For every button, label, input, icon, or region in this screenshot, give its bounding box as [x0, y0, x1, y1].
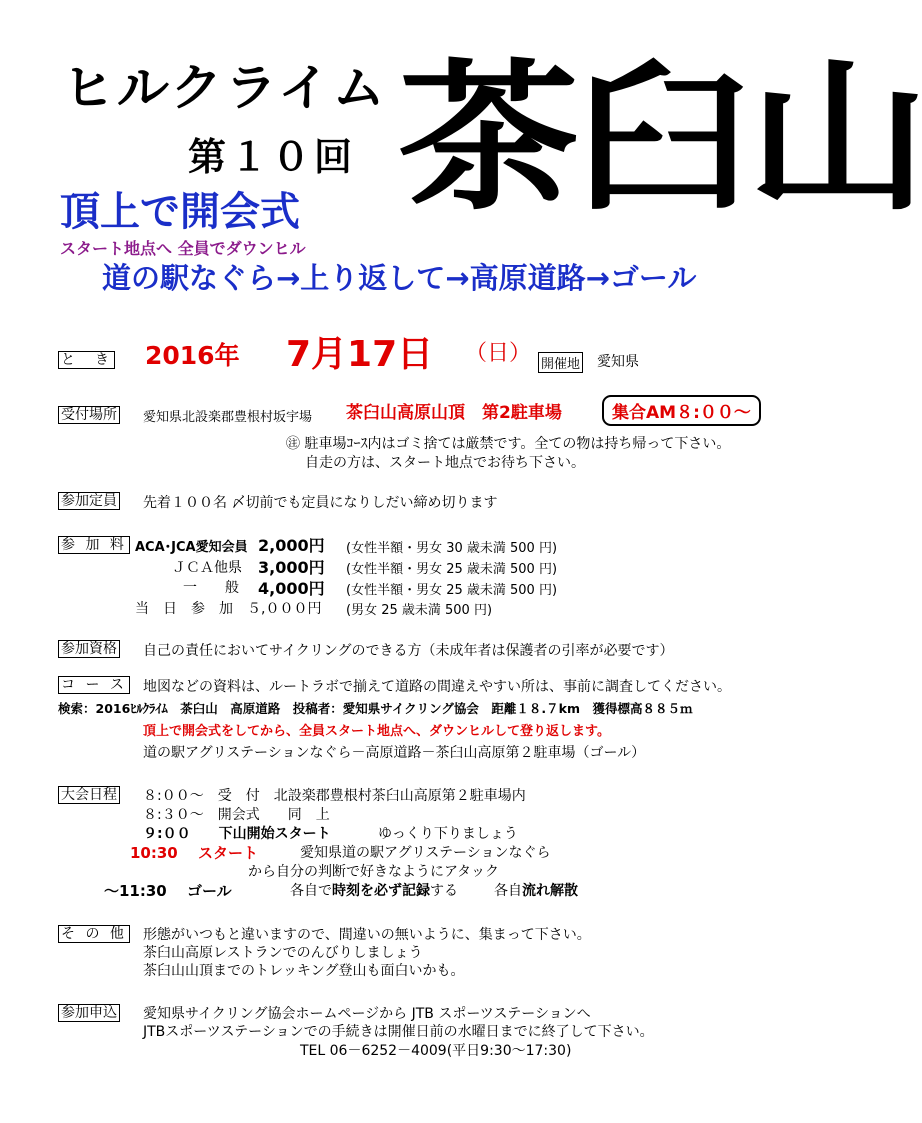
venue-label: 開催地 [538, 352, 583, 373]
schedule-line-3: ９:００ 下山開始スタート [143, 826, 331, 842]
mountain-title: 茶臼山 [398, 45, 922, 233]
apply-line-1: 愛知県サイクリング協会ホームページから JTB スポーツステーションへ [143, 1006, 591, 1022]
schedule-dismissal-prefix: 各自 [494, 883, 522, 899]
fee-row-name: ACA･JCA愛知会員 [135, 540, 248, 555]
date-weekday: （日） [465, 341, 532, 366]
schedule-note-suffix: する [430, 883, 458, 899]
schedule-dismissal-bold: 流れ解散 [522, 883, 578, 899]
schedule-dismissal [494, 880, 578, 900]
qualification-text: 自己の責任においてサイクリングのできる方（未成年者は保護者の引率が必要です） [143, 643, 674, 659]
date-year: 2016年 [145, 341, 240, 370]
course-search: 検索：2016ﾋﾙｸﾗｲﾑ 茶臼山 高原道路 投稿者：愛知県サイクリング協会 距離１８.７km 獲得標高８８５ｍ [58, 701, 693, 716]
qualification-label: 参加資格 [58, 640, 120, 658]
fee-row-price: 3,000円 [258, 558, 325, 577]
fee-row-note: (女性半額・男女 25 歳未満 500 円) [346, 562, 558, 577]
fee-row-price: 2,000円 [258, 536, 325, 555]
other-label: そ の 他 [58, 925, 130, 943]
schedule-line-5: から自分の判断で好きなようにアタック [248, 864, 500, 880]
schedule-line-2: ８:３０～ 開会式 同 上 [143, 807, 330, 823]
reception-place: 茶臼山高原山頂 第2駐車場 [346, 403, 562, 423]
opening-ceremony-heading: 頂上で開会式 [60, 189, 300, 235]
date-month-day: 7月17日 [286, 334, 434, 375]
fee-row-price: 4,000円 [258, 579, 325, 598]
fee-row-note: (女性半額・男女 25 歳未満 500 円) [346, 583, 558, 598]
apply-tel: TEL 06－6252－4009(平日9:30～17:30) [300, 1043, 572, 1059]
hill-climb-title: ヒルクライム [62, 59, 387, 117]
schedule-label: 大会日程 [58, 786, 120, 804]
capacity-label: 参加定員 [58, 492, 120, 510]
venue-value: 愛知県 [597, 354, 639, 370]
fee-sameday-note: (男女 25 歳未満 500 円) [346, 603, 493, 618]
schedule-note-prefix: 各自で [290, 883, 332, 899]
reception-label: 受付場所 [58, 406, 120, 424]
meeting-time-badge: 集合AM８:００～ [602, 395, 761, 426]
fee-row-note: (女性半額・男女 30 歳未満 500 円) [346, 541, 558, 556]
course-text: 地図などの資料は、ルートラボで揃えて道路の間違えやすい所は、事前に調査してください。 [143, 679, 731, 695]
apply-line-2: JTBスポーツステーションでの手続きは開催日前の水曜日までに終了して下さい。 [143, 1024, 654, 1040]
reception-address: 愛知県北設楽郡豊根村坂宇場 [143, 410, 313, 425]
schedule-line-4: 10:30 スタート [130, 844, 258, 862]
schedule-line-6-note [290, 880, 458, 900]
schedule-line-4-note: 愛知県道の駅アグリステーションなぐら [300, 845, 551, 861]
schedule-record-time: 時刻を必ず記録 [332, 883, 430, 899]
other-line-3: 茶臼山山頂までのトレッキング登山も面白いかも。 [143, 963, 465, 979]
start-note: スタート地点へ 全員でダウンヒル [60, 239, 306, 258]
fee-row-name: 一 般 [183, 580, 239, 596]
course-route-detail: 道の駅アグリステーションなぐら－高原道路－茶臼山高原第２駐車場（ゴール） [143, 745, 646, 761]
apply-label: 参加申込 [58, 1004, 120, 1022]
schedule-line-1: ８:００～ 受 付 北設楽郡豊根村茶臼山高原第２駐車場内 [143, 788, 526, 804]
date-label: と き [58, 351, 115, 369]
schedule-line-6: ～11:30 ゴール [104, 882, 232, 900]
fee-label: 参 加 料 [58, 536, 130, 554]
schedule-line-3-note: ゆっくり下りましょう [378, 826, 518, 842]
fee-row-name: ＪＣＡ他県 [172, 560, 242, 576]
course-label: コ ー ス [58, 676, 130, 694]
course-red-note: 頂上で開会式をしてから、全員スタート地点へ、ダウンヒルして登り返します。 [143, 724, 610, 739]
reception-note-1: ㊟ 駐車場ｺｰｽ内はゴミ捨ては厳禁です。全ての物は持ち帰って下さい。 [286, 436, 731, 452]
other-line-1: 形態がいつもと違いますので、間違いの無いように、集まって下さい。 [143, 927, 591, 943]
other-line-2: 茶臼山高原レストランでのんびりしましょう [143, 945, 423, 961]
reception-note-2: 自走の方は、スタート地点でお待ち下さい。 [305, 455, 585, 471]
route-heading: 道の駅なぐら→上り返して→高原道路→ゴール [102, 261, 697, 295]
fee-sameday: 当 日 参 加 ５,０００円 [135, 601, 322, 617]
capacity-text: 先着１００名 〆切前でも定員になりしだい締め切ります [143, 495, 498, 511]
edition-title: 第１０回 [188, 135, 357, 179]
